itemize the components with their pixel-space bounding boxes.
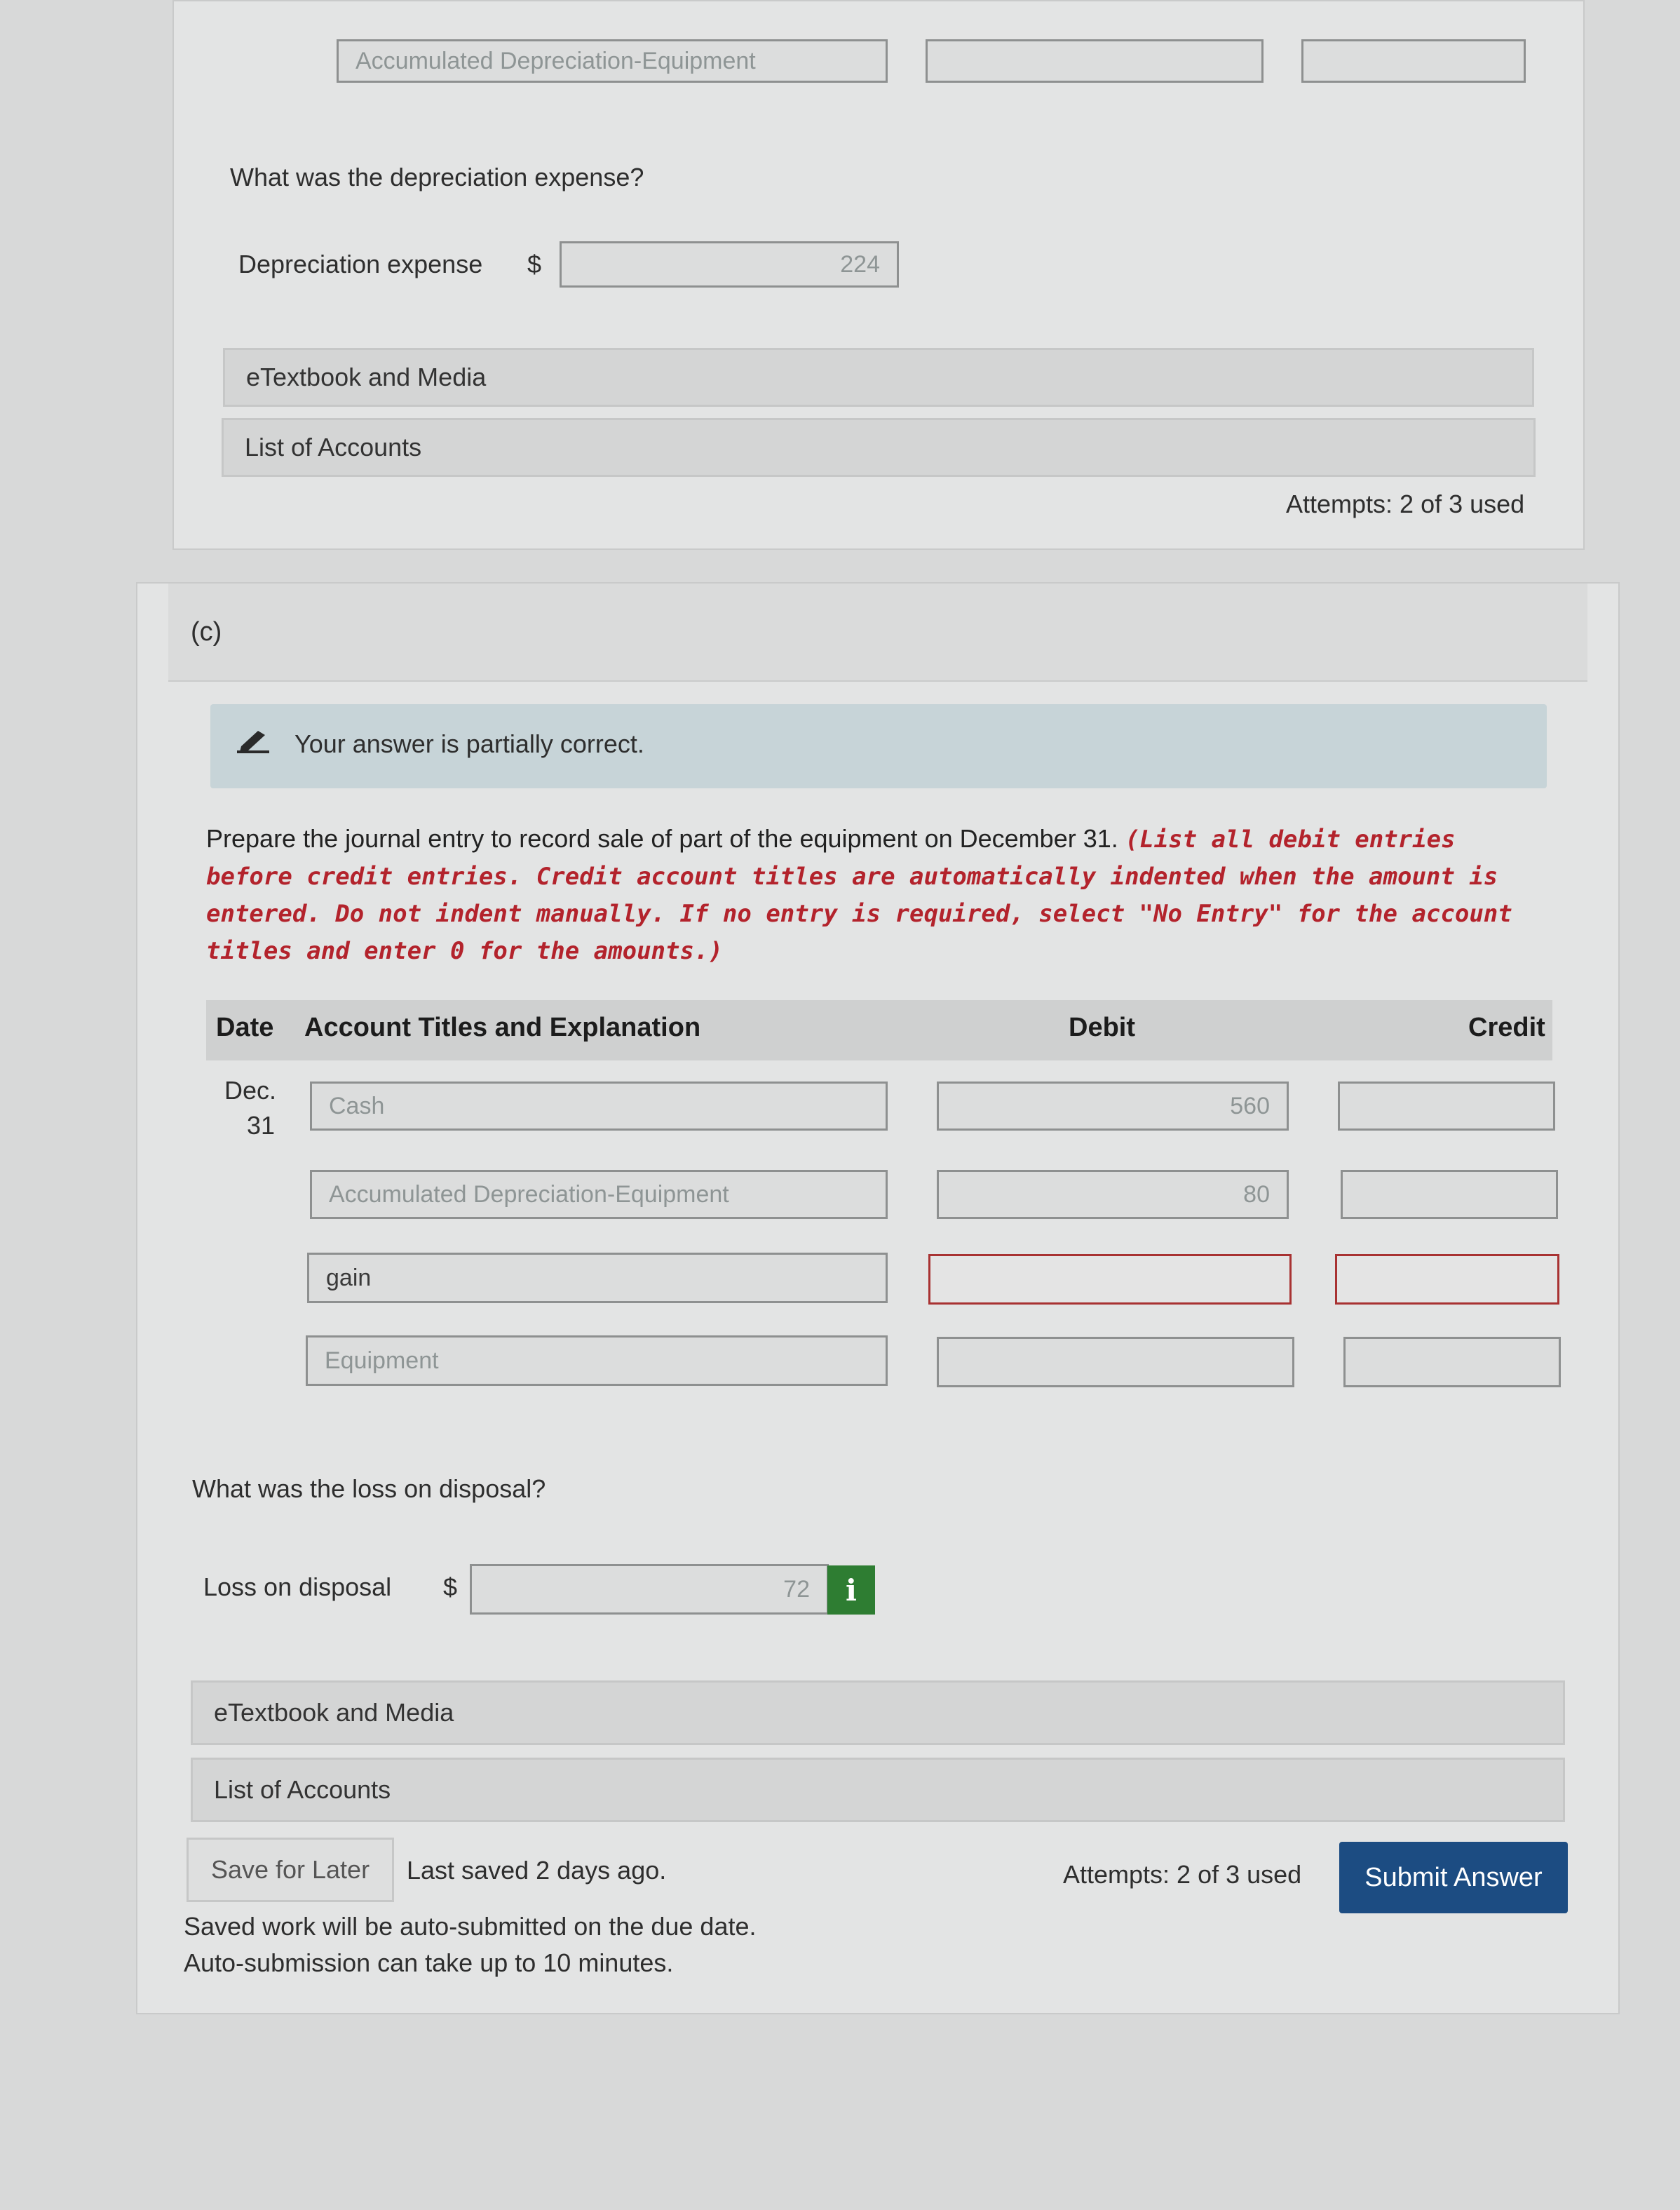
credit-input-row-3[interactable] <box>1335 1254 1559 1305</box>
account-input-row-4[interactable]: Equipment <box>306 1335 888 1386</box>
attempts-text: Attempts: 2 of 3 used <box>1286 490 1525 518</box>
instruction-red: (List all debit entries before credit entries. Credit account titles are automatically indented when the amount is entered. Do not indent manually. If no entry is required, select "No Entry" for the account titles and enter 0 for the amounts.) <box>206 826 1512 965</box>
autosubmit-line-2: Auto-submission can take up to 10 minutes. <box>184 1948 674 1977</box>
debit-input-row-4[interactable] <box>937 1337 1294 1387</box>
credit-input-row-1[interactable] <box>1338 1082 1555 1131</box>
debit-input-row-2[interactable]: 80 <box>937 1170 1289 1219</box>
part-c-header <box>168 584 1587 682</box>
attempts-text-c: Attempts: 2 of 3 used <box>1063 1860 1302 1889</box>
header-debit: Debit <box>1069 1013 1135 1042</box>
loss-question: What was the loss on disposal? <box>192 1474 546 1503</box>
depreciation-expense-input[interactable]: 224 <box>560 241 899 288</box>
instructions <box>206 821 1538 969</box>
credit-input-row-2[interactable] <box>1341 1170 1558 1219</box>
date-day: 31 <box>247 1111 276 1140</box>
top-credit-field[interactable] <box>1301 39 1526 83</box>
etextbook-media-bar[interactable]: eTextbook and Media <box>223 348 1534 407</box>
list-of-accounts-bar[interactable]: List of Accounts <box>222 418 1536 477</box>
header-credit: Credit <box>1468 1013 1545 1042</box>
currency-symbol: $ <box>527 250 542 278</box>
header-date: Date <box>216 1013 274 1042</box>
debit-input-row-3[interactable] <box>928 1254 1292 1305</box>
list-of-accounts-bar-c[interactable]: List of Accounts <box>191 1758 1565 1822</box>
depreciation-label: Depreciation expense <box>238 250 483 278</box>
section-label: (c) <box>191 617 222 647</box>
info-icon[interactable]: i <box>827 1565 875 1615</box>
account-input-row-2[interactable]: Accumulated Depreciation-Equipment <box>310 1170 888 1219</box>
loss-currency-symbol: $ <box>443 1572 458 1601</box>
top-debit-field[interactable] <box>926 39 1264 83</box>
loss-on-disposal-input[interactable]: 72 <box>470 1564 829 1615</box>
top-account-field[interactable]: Accumulated Depreciation-Equipment <box>337 39 888 83</box>
account-input-row-1[interactable]: Cash <box>310 1082 888 1131</box>
last-saved-text: Last saved 2 days ago. <box>407 1856 667 1885</box>
feedback-text: Your answer is partially correct. <box>294 729 644 758</box>
debit-input-row-1[interactable]: 560 <box>937 1082 1289 1131</box>
header-account: Account Titles and Explanation <box>304 1013 701 1042</box>
instruction-plain: Prepare the journal entry to record sale of part of the equipment on December 31. <box>206 824 1118 853</box>
depreciation-question: What was the depreciation expense? <box>230 163 644 191</box>
autosubmit-line-1: Saved work will be auto-submitted on the due date. <box>184 1912 757 1941</box>
credit-input-row-4[interactable] <box>1343 1337 1561 1387</box>
submit-answer-button[interactable]: Submit Answer <box>1339 1842 1568 1913</box>
loss-label: Loss on disposal <box>203 1572 392 1601</box>
save-for-later-button[interactable]: Save for Later <box>187 1838 394 1902</box>
date-month: Dec. <box>224 1076 277 1105</box>
account-input-row-3[interactable]: gain <box>307 1253 888 1303</box>
pencil-icon <box>237 725 271 753</box>
etextbook-media-bar-c[interactable]: eTextbook and Media <box>191 1680 1565 1745</box>
